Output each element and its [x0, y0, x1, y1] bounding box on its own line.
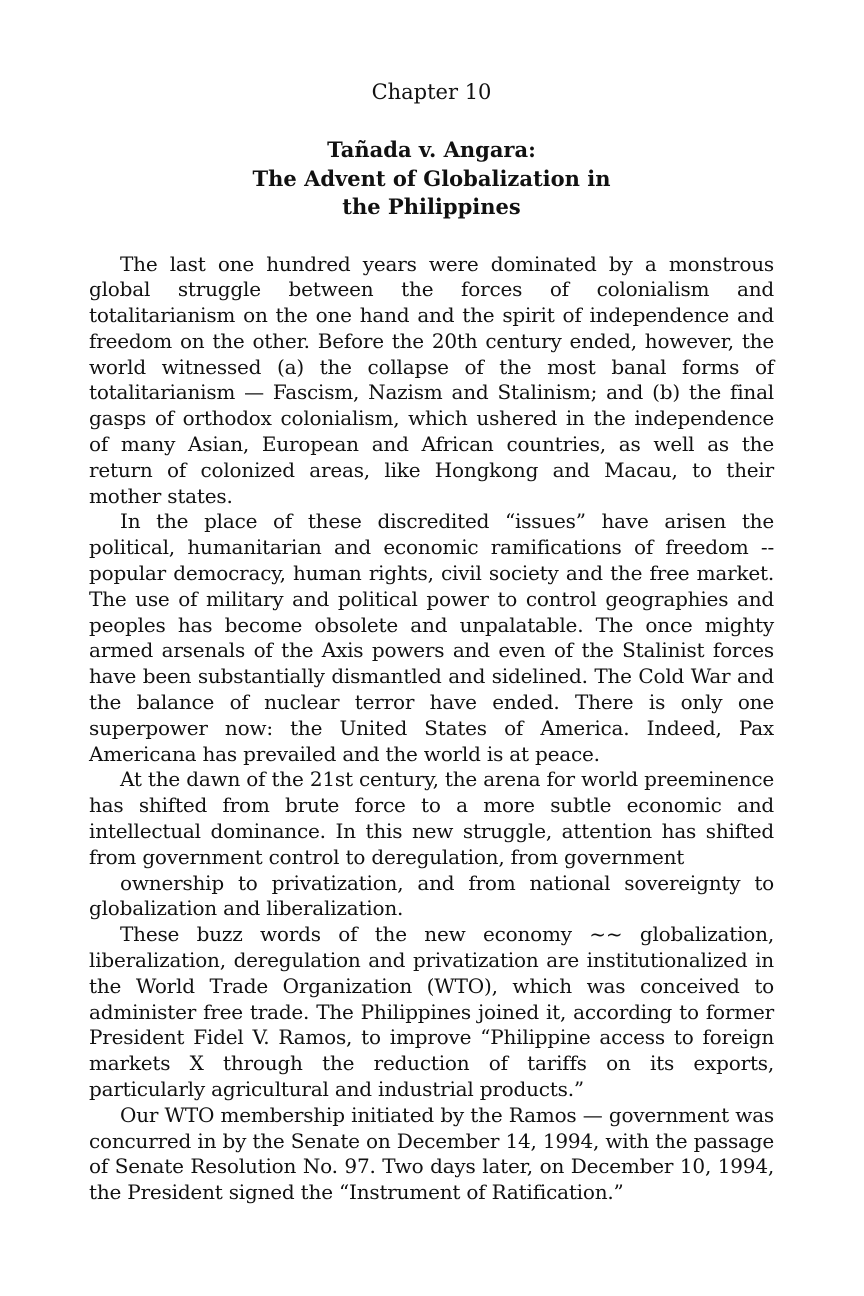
- paragraph: These buzz words of the new economy ~~ globalization, liberalization, deregulation and privatization are institutionalized in the World Trade Organization (WTO), which was conceived to administer free trade. The Philippines joined it, according to former President Fidel V. Ramos, to improve “Philippine access to foreign markets X through the reduction of tariffs on its exports, particularly agricultural and industrial products.”: [89, 922, 774, 1101]
- paragraph: At the dawn of the 21st century, the arena for world preeminence has shifted from brute force to a more subtle economic and intellectual dominance. In this new struggle, attention has shifted from government control to deregulation, from government: [89, 767, 774, 869]
- chapter-title-line: the Philippines: [342, 194, 521, 219]
- paragraph: In the place of these discredited “issues” have arisen the political, humanitarian and economic ramifications of freedom -- popular democracy, human rights, civil society and the free market. The use of military and political power to control geographies and peoples has become obsolete and unpalatable. The once mighty armed arsenals of the Axis powers and even of the Stalinist forces have been substantially dismantled and sidelined. The Cold War and the balance of nuclear terror have ended. There is only one superpower now: the United States of America. Indeed, Pax Americana has prevailed and the world is at peace.: [89, 509, 774, 766]
- paragraph: Our WTO membership initiated by the Ramos — government was concurred in by the Senate on December 14, 1994, with the passage of Senate Resolution No. 97. Two days later, on December 10, 1994, the President signed the “Instrument of Ratification.”: [89, 1102, 774, 1205]
- chapter-title-line: Tañada v. Angara:: [327, 137, 536, 162]
- paragraph: The last one hundred years were dominated by a monstrous global struggle between the forces of colonialism and totalitarianism on the one hand and the spirit of independence and freedom on the other. Before the 20th century ended, however, the world witnessed (a) the collapse of the most banal forms of totalitarianism — Fascism, Nazism and Stalinism; and (b) the final gasps of orthodox colonialism, which ushered in the independence of many Asian, European and African countries, as well as the return of colonized areas, like Hongkong and Macau, to their mother states.: [89, 251, 774, 508]
- paragraph: ownership to privatization, and from national sovereignty to globalization and liberalization.: [89, 870, 774, 921]
- chapter-title: [89, 136, 774, 222]
- chapter-label: Chapter 10: [371, 80, 492, 104]
- body-text: [89, 252, 774, 1206]
- document-page: [89, 78, 774, 1206]
- chapter-title-line: The Advent of Globalization in: [252, 165, 611, 191]
